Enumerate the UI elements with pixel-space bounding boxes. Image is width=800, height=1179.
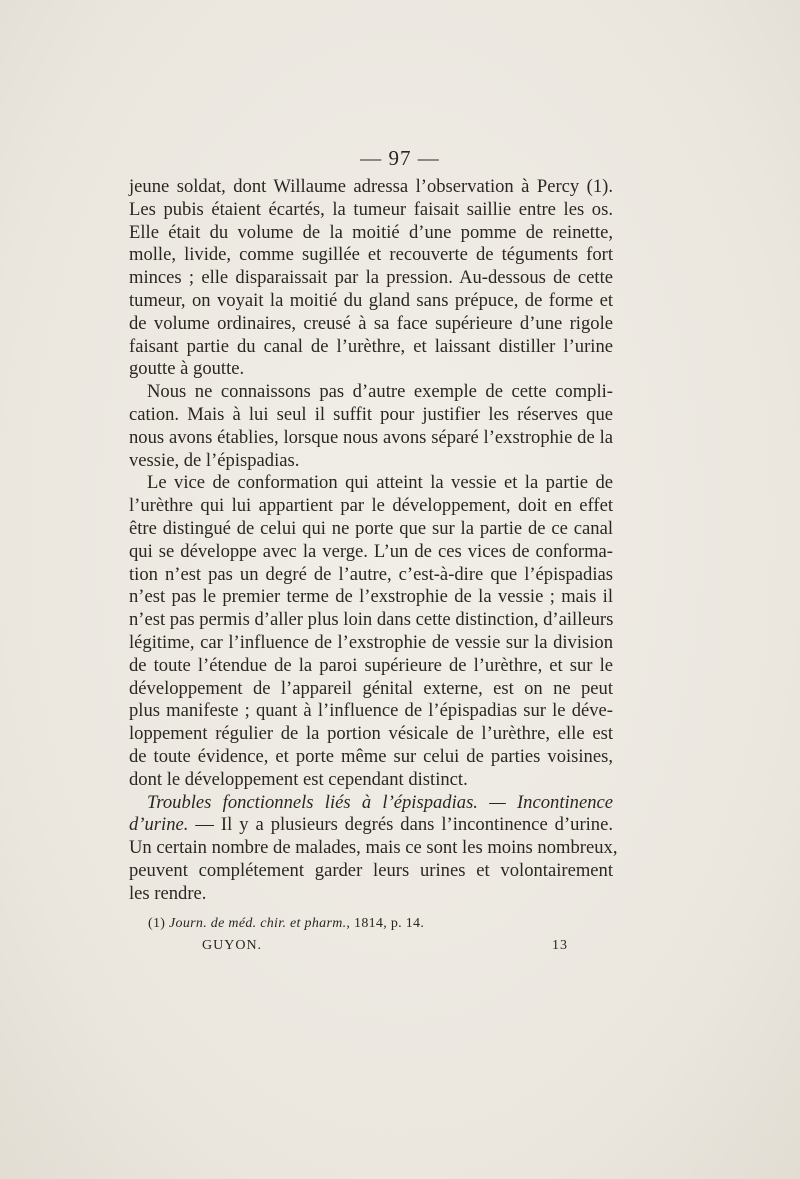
footnote-reference: , 1814, p. 14. [346, 916, 425, 931]
text-line: peuvent complétement garder leurs urines et volontairement [129, 859, 613, 881]
author-signature: GUYON. [202, 938, 263, 953]
text-line: de toute l’étendue de la paroi supérieure de l’urèthre, et sur le [129, 654, 613, 676]
section-heading-continuation [129, 814, 613, 837]
text-line: n’est pas permis d’aller plus loin dans cette distinction, d’ailleurs [129, 609, 614, 631]
body-text [129, 176, 618, 906]
text-line: l’urèthre qui lui appartient par le développement, doit en effet [129, 495, 613, 517]
text-line: jeune soldat, dont Willaume adressa l’observation à Percy (1). [129, 176, 613, 197]
text-line: minces ; elle disparaissait par la pression. Au-dessous de cette [129, 267, 613, 289]
footnote [148, 916, 424, 932]
text-line: dont le développement est cependant distinct. [129, 768, 468, 790]
signature-line [202, 938, 568, 954]
section-heading: Troubles fonctionnels liés à l’épispadias. — Incontinence [147, 791, 613, 813]
text-line: vessie, de l’épispadias. [129, 449, 300, 471]
footnote-mark: (1) [148, 916, 166, 931]
section-text-start: — Il y a plusieurs degrés dans l’incontinence d’urine. [188, 814, 613, 836]
text-line: Le vice de conformation qui atteint la vessie et la partie de [147, 472, 613, 494]
text-line: de volume ordinaires, creusé à sa face supérieure d’une rigole [129, 312, 613, 334]
sheet-number: 13 [552, 938, 568, 953]
text-line: Un certain nombre de malades, mais ce sont les moins nombreux, [129, 837, 618, 859]
text-line: tumeur, on voyait la moitié du gland sans prépuce, de forme et [129, 289, 613, 311]
text-line: cation. Mais à lui seul il suffit pour justifier les réserves que [129, 403, 613, 425]
text-line: légitime, car l’influence de l’exstrophie de vessie sur la division [129, 631, 613, 653]
footnote-journal: Journ. de méd. chir. et pharm. [169, 916, 347, 931]
text-line: de toute évidence, et porte même sur celui de parties voisines, [129, 745, 613, 767]
text-line: qui se développe avec la verge. L’un de ces vices de conforma- [129, 540, 613, 562]
text-line: plus manifeste ; quant à l’influence de l’épispadias sur le déve- [129, 700, 613, 722]
text-line: Les pubis étaient écartés, la tumeur faisait saillie entre les os. [129, 198, 613, 220]
text-line: Elle était du volume de la moitié d’une pomme de reinette, [129, 221, 613, 243]
text-line: tion n’est pas un degré de l’autre, c’est-à-dire que l’épispadias [129, 563, 613, 585]
text-line: être distingué de celui qui ne porte que sur la partie de ce canal [129, 517, 613, 539]
text-line: n’est pas le premier terme de l’exstrophie de la vessie ; mais il [129, 586, 613, 608]
text-line: molle, livide, comme sugillée et recouverte de téguments fort [129, 244, 613, 266]
page-number: — 97 — [360, 146, 440, 170]
text-line: les rendre. [129, 882, 207, 904]
text-line: Nous ne connaissons pas d’autre exemple de cette compli- [147, 381, 613, 403]
text-line: goutte à goutte. [129, 358, 245, 380]
text-line: faisant partie du canal de l’urèthre, et laissant distiller l’urine [129, 335, 613, 357]
text-line: nous avons établies, lorsque nous avons séparé l’exstrophie de la [129, 426, 613, 448]
section-heading-end: d’urine. [129, 814, 189, 836]
text-line: développement de l’appareil génital externe, est on ne peut [129, 677, 613, 699]
text-line: loppement régulier de la portion vésicale de l’urèthre, elle est [129, 723, 613, 745]
